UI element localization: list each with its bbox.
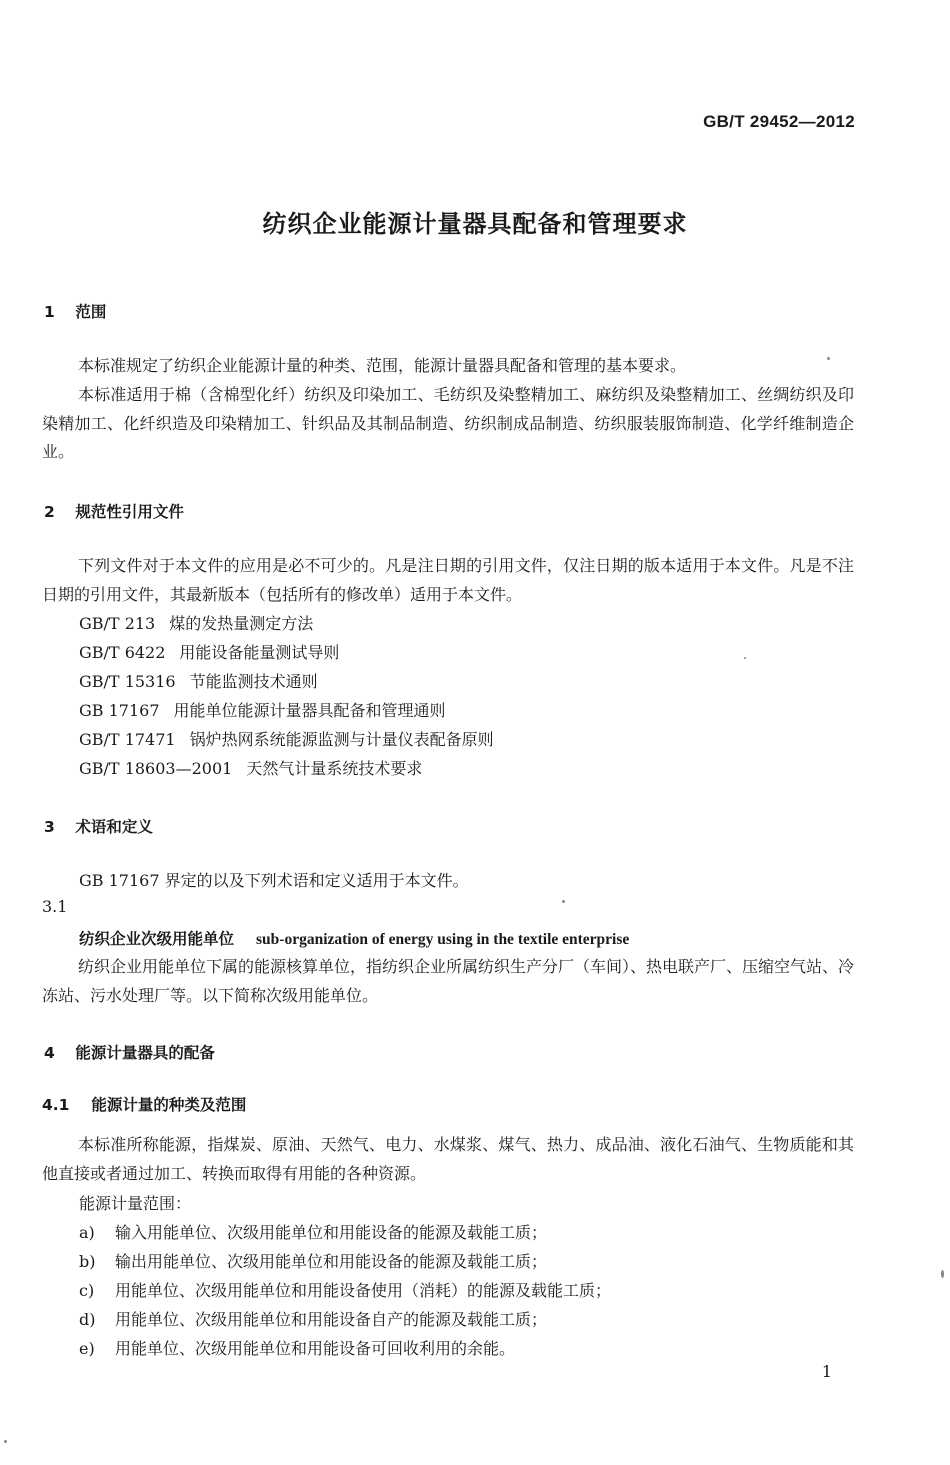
section-1-paragraph-2: 本标准适用于棉（含棉型化纤）纺织及印染加工、毛纺织及染整精加工、麻纺织及染整精加工、丝绸纺织及印染精加工、化纤织造及印染精加工、针织品及其制品制造、纺织制成品制造、纺织服装服饰制造、化学纤维制造企业。 <box>42 385 854 461</box>
scan-speck <box>4 1440 7 1443</box>
reference-code: GB/T 18603—2001 <box>79 759 233 778</box>
section-1-paragraph-1: 本标准规定了纺织企业能源计量的种类、范围，能源计量器具配备和管理的基本要求。 <box>78 356 687 375</box>
scan-speck <box>562 900 565 903</box>
list-item-text: 用能单位、次级用能单位和用能设备自产的能源及载能工质； <box>115 1310 548 1329</box>
list-item <box>79 1336 515 1359</box>
list-item-text: 用能单位、次级用能单位和用能设备使用（消耗）的能源及载能工质； <box>115 1281 612 1300</box>
section-4-title: 能源计量器具的配备 <box>75 1044 215 1062</box>
list-item-text: 输出用能单位、次级用能单位和用能设备的能源及载能工质； <box>115 1252 548 1271</box>
section-1-heading <box>44 300 106 322</box>
section-2-title: 规范性引用文件 <box>75 503 184 521</box>
section-4-number: 4 <box>44 1044 55 1062</box>
list-item-text: 输入用能单位、次级用能单位和用能设备的能源及载能工质； <box>115 1223 548 1242</box>
section-4-heading <box>44 1041 215 1063</box>
subsection-4-1-heading <box>42 1093 246 1115</box>
page-number: 1 <box>821 1362 832 1381</box>
reference-item <box>79 611 313 634</box>
reference-item <box>79 727 494 750</box>
document-title: 纺织企业能源计量器具配备和管理要求 <box>262 210 688 238</box>
section-1-number: 1 <box>44 303 55 321</box>
scan-speck <box>827 357 830 360</box>
section-3-heading <box>44 815 153 837</box>
subsection-4-1-title: 能源计量的种类及范围 <box>91 1096 247 1114</box>
section-2-paragraph-1: 下列文件对于本文件的应用是必不可少的。凡是注日期的引用文件，仅注日期的版本适用于本文件。凡是不注日期的引用文件，其最新版本（包括所有的修改单）适用于本文件。 <box>42 556 854 604</box>
list-item-marker: e) <box>79 1339 95 1358</box>
reference-item <box>79 669 318 692</box>
reference-code: GB/T 17471 <box>79 730 176 749</box>
list-item <box>79 1278 611 1301</box>
term-number: 3.1 <box>42 897 68 916</box>
list-item <box>79 1249 547 1272</box>
list-item-marker: c) <box>79 1281 95 1300</box>
reference-name: 用能单位能源计量器具配备和管理通则 <box>173 701 446 720</box>
list-item <box>79 1307 547 1330</box>
list-item <box>79 1220 547 1243</box>
section-3-paragraph-1: GB 17167 界定的以及下列术语和定义适用于本文件。 <box>79 871 469 890</box>
standard-number: GB/T 29452—2012 <box>703 112 855 131</box>
list-item-marker: b) <box>79 1252 96 1271</box>
list-item-marker: a) <box>79 1223 95 1242</box>
section-2-number: 2 <box>44 503 55 521</box>
reference-name: 锅炉热网系统能源监测与计量仪表配备原则 <box>189 730 494 749</box>
term-entry <box>79 927 629 949</box>
reference-code: GB 17167 <box>79 701 160 720</box>
scan-speck <box>744 657 746 659</box>
section-3-number: 3 <box>44 818 55 836</box>
term-definition: 纺织企业用能单位下属的能源核算单位，指纺织企业所属纺织生产分厂（车间）、热电联产厂、压缩空气站、冷冻站、污水处理厂等。以下简称次级用能单位。 <box>42 957 855 1005</box>
section-2-heading <box>44 500 184 522</box>
reference-name: 天然气计量系统技术要求 <box>246 759 423 778</box>
reference-item <box>79 640 339 663</box>
reference-code: GB/T 6422 <box>79 643 166 662</box>
term-english: sub-organization of energy using in the textile enterprise <box>256 931 630 948</box>
term-chinese: 纺织企业次级用能单位 <box>79 930 235 948</box>
reference-code: GB/T 15316 <box>79 672 176 691</box>
reference-item <box>79 698 446 721</box>
reference-name: 用能设备能量测试导则 <box>179 643 340 662</box>
subsection-4-1-number: 4.1 <box>42 1096 70 1114</box>
section-1-title: 范围 <box>75 303 107 321</box>
reference-code: GB/T 213 <box>79 614 156 633</box>
reference-item <box>79 756 422 779</box>
section-3-title: 术语和定义 <box>75 818 153 836</box>
list-item-marker: d) <box>79 1310 96 1329</box>
list-item-text: 用能单位、次级用能单位和用能设备可回收利用的余能。 <box>115 1339 516 1358</box>
reference-name: 节能监测技术通则 <box>189 672 318 691</box>
scan-speck <box>941 1270 944 1278</box>
section-4-paragraph-1: 本标准所称能源，指煤炭、原油、天然气、电力、水煤浆、煤气、热力、成品油、液化石油气、生物质能和其他直接或者通过加工、转换而取得有用能的各种资源。 <box>42 1135 854 1183</box>
section-4-paragraph-2: 能源计量范围： <box>79 1194 192 1213</box>
reference-name: 煤的发热量测定方法 <box>169 614 314 633</box>
